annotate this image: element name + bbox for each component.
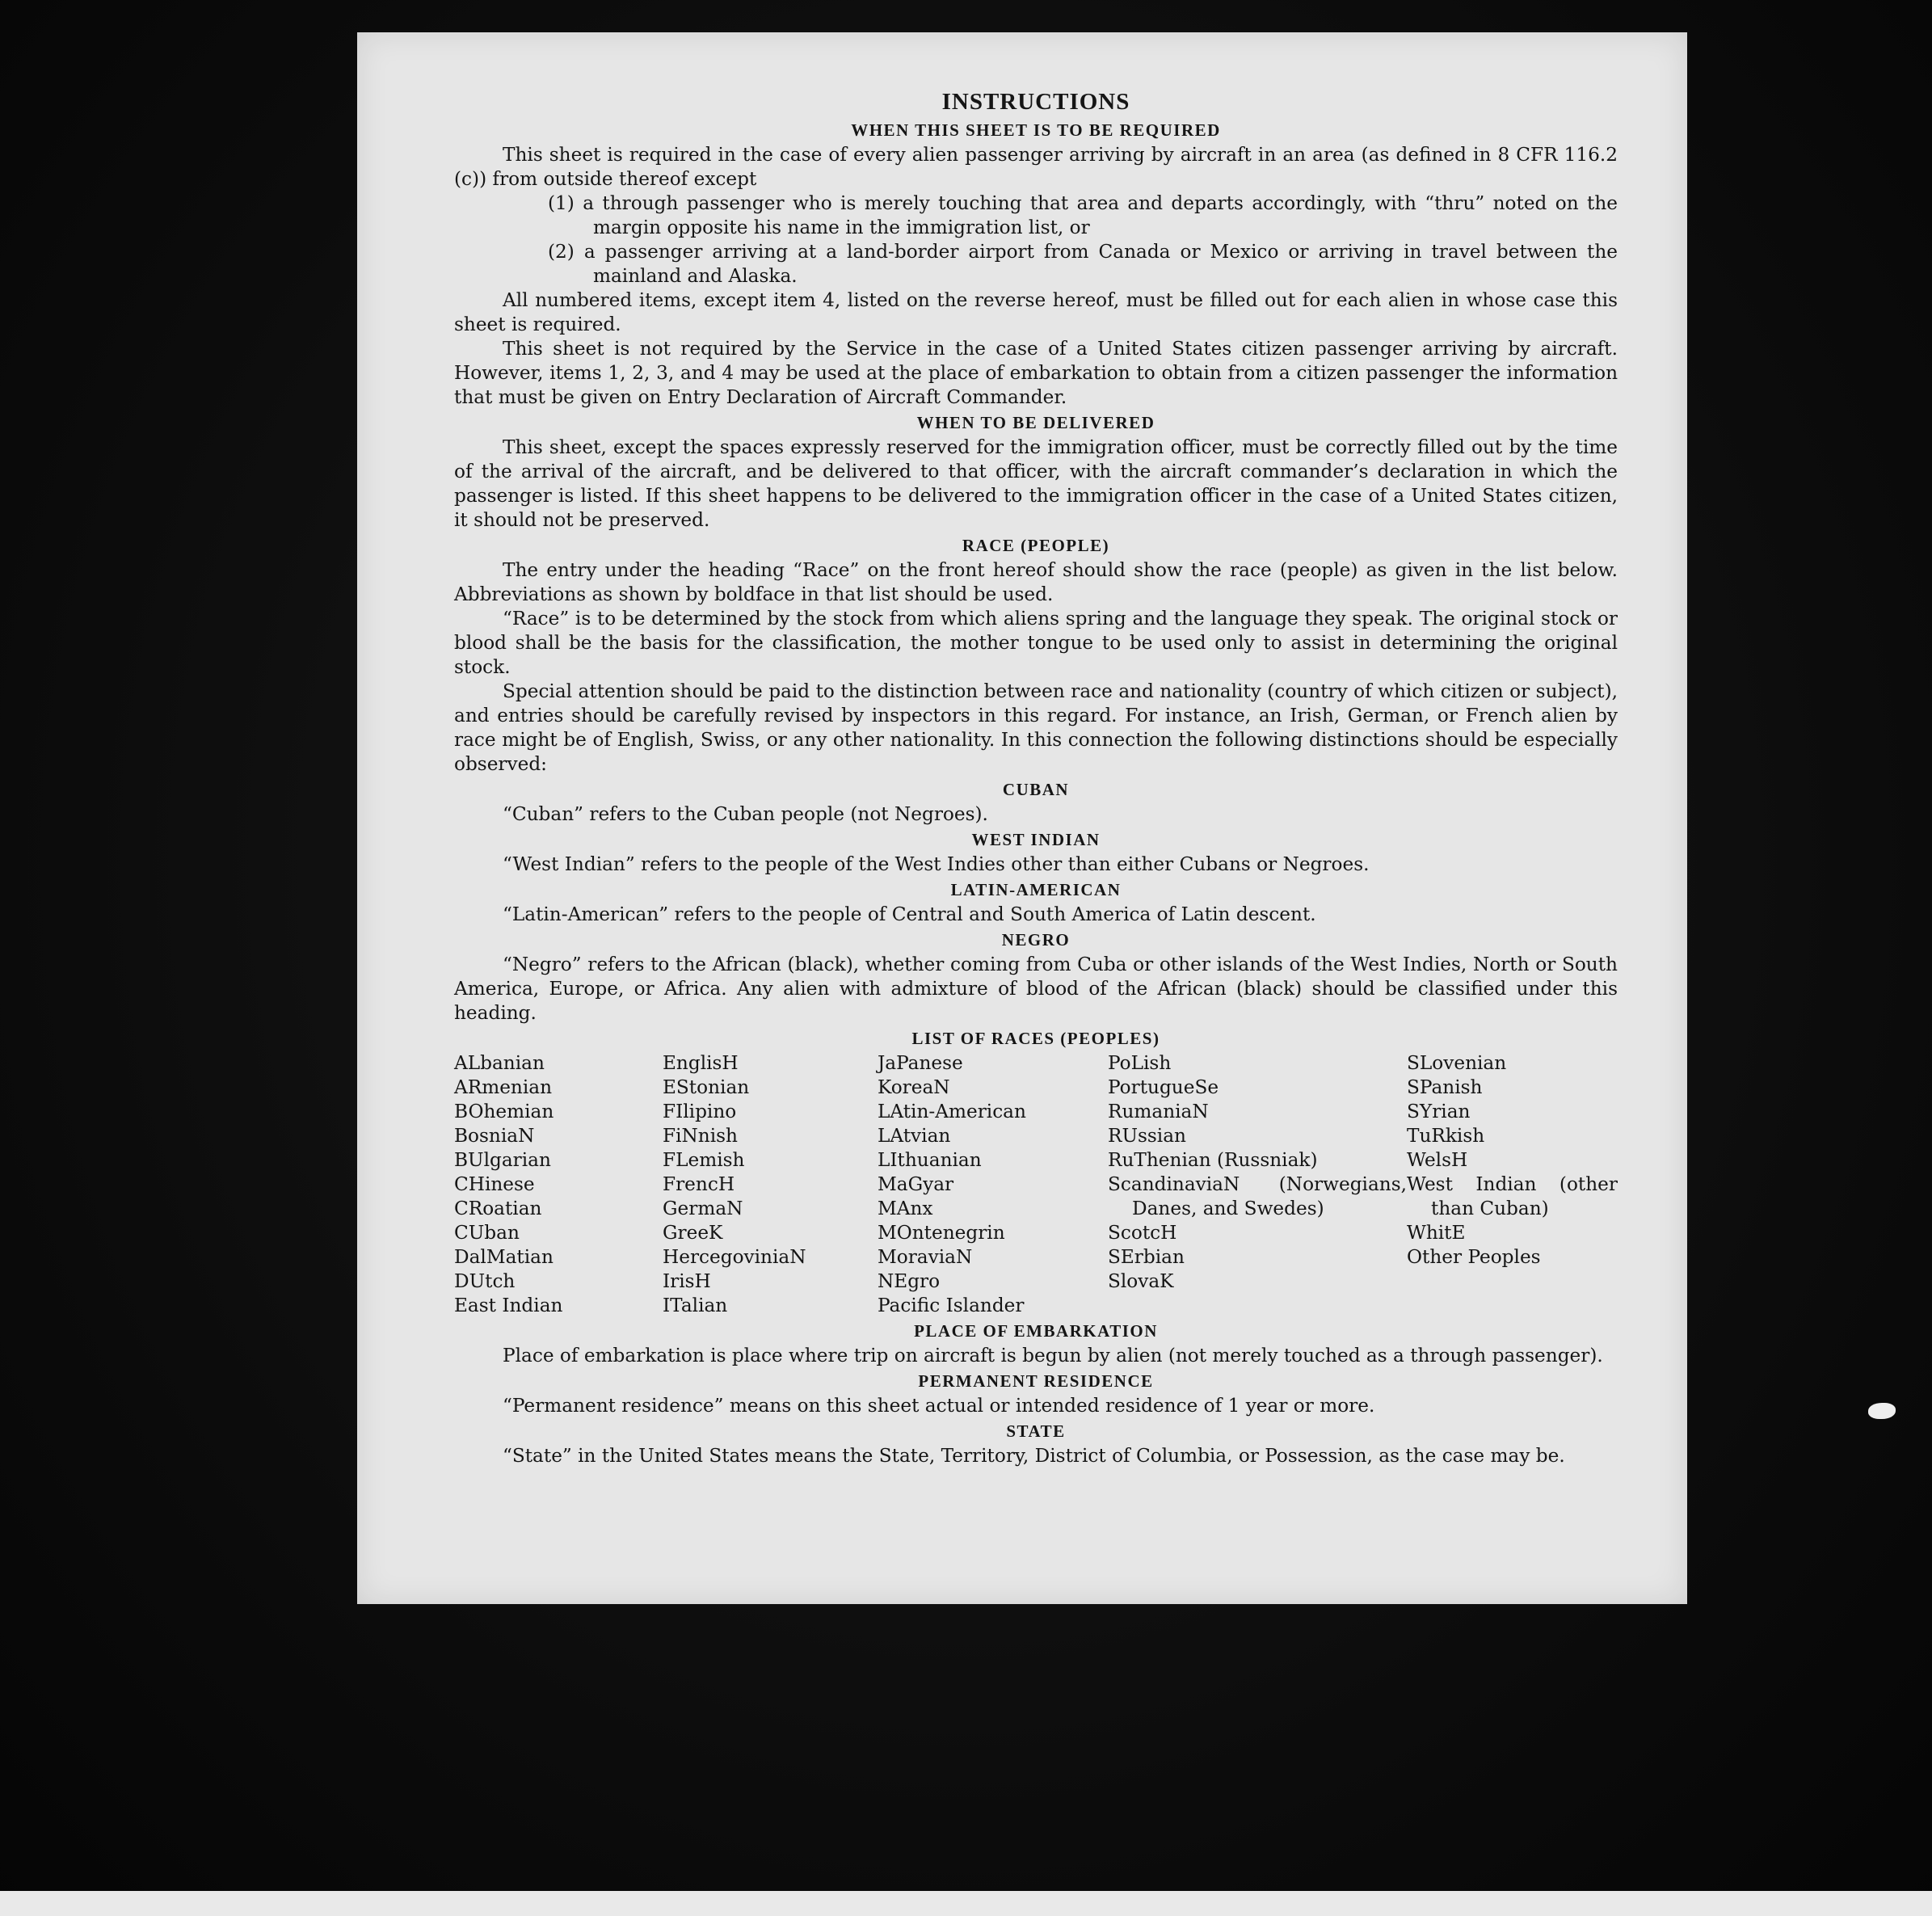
race-entry: WelsH [1407,1149,1468,1171]
race-entry: DalMatian [454,1246,554,1268]
section-heading-delivered: WHEN TO BE DELIVERED [916,413,1155,432]
race-entry: GermaN [663,1198,743,1219]
section-heading-cuban: CUBAN [1002,780,1070,799]
race-entry: BOhemian [454,1101,554,1122]
race-entry: Other Peoples [1407,1246,1541,1268]
race-entry: RUssian [1108,1125,1186,1147]
race-entry: WhitE [1407,1222,1466,1244]
race-entry: East Indian [454,1295,563,1316]
races-list [454,1051,1618,1318]
race-entry: ScotcH [1108,1222,1177,1244]
race-entry: MOntenegrin [878,1222,1005,1244]
race-entry: KoreaN [878,1076,950,1098]
race-entry: ScandinaviaN (Norwegians, Danes, and Swedes) [1108,1173,1407,1219]
west-indian-paragraph: “West Indian” refers to the people of the West Indies other than either Cubans or Negroes. [503,853,1370,875]
races-column-5 [1407,1051,1618,1318]
race-entry: NEgro [878,1270,941,1292]
race-entry: HercegoviniaN [663,1246,806,1268]
cuban-paragraph: “Cuban” refers to the Cuban people (not Negroes). [503,803,988,825]
race-entry: SlovaK [1108,1270,1174,1292]
race-entry: MoraviaN [878,1246,973,1268]
race-entry: LAtvian [878,1125,951,1147]
race-entry: GreeK [663,1222,723,1244]
section-heading-list-of-races: LIST OF RACES (PEOPLES) [911,1029,1160,1048]
required-paragraph-2: All numbered items, except item 4, listed on the reverse hereof, must be filled out for each alien in whose case this sheet is required. [454,289,1618,335]
race-entry: EnglisH [663,1052,739,1074]
race-entry: West Indian (other than Cuban) [1407,1173,1618,1219]
race-paragraph-2: “Race” is to be determined by the stock from which aliens spring and the language they speak. The original stock or blood shall be the basis for the classification, the mother tongue to be used only to assist in determining the original stock. [454,608,1618,678]
section-heading-west-indian: WEST INDIAN [971,830,1101,849]
section-heading-race: RACE (PEOPLE) [962,536,1110,555]
required-paragraph-1: This sheet is required in the case of every alien passenger arriving by aircraft in an area (as defined in 8 CFR 116.2 (c)) from outside thereof except [454,144,1618,190]
race-entry: IrisH [663,1270,711,1292]
race-entry: SPanish [1407,1076,1483,1098]
race-entry: BosniaN [454,1125,535,1147]
paper-fragment-mark [1868,1403,1896,1419]
scanner-edge-strip [0,1891,1932,1916]
race-paragraph-1: The entry under the heading “Race” on the front hereof should show the race (people) as given in the list below. Abbreviations as shown by boldface in that list should be used. [454,559,1618,605]
races-column-4 [1108,1051,1407,1318]
race-entry: RumaniaN [1108,1101,1209,1122]
race-entry: MaGyar [878,1173,954,1195]
race-entry: SLovenian [1407,1052,1507,1074]
race-entry: PortugueSe [1108,1076,1219,1098]
race-entry: ALbanian [454,1052,545,1074]
race-entry: SYrian [1407,1101,1471,1122]
race-entry: LIthuanian [878,1149,982,1171]
race-entry: Pacific Islander [878,1295,1025,1316]
latin-american-paragraph: “Latin-American” refers to the people of Central and South America of Latin descent. [503,903,1316,925]
race-entry: CHinese [454,1173,535,1195]
race-entry: FrencH [663,1173,735,1195]
race-entry: DUtch [454,1270,516,1292]
race-entry: RuThenian (Russniak) [1108,1149,1318,1171]
document-page [357,32,1687,1604]
required-paragraph-3: This sheet is not required by the Service in the case of a United States citizen passenger arriving by aircraft. However, items 1, 2, 3, and 4 may be used at the place of embarkation to obtain from a citizen passenger the information that must be given on Entry Declaration of Aircraft Commander. [454,338,1618,408]
race-entry: JaPanese [878,1052,963,1074]
race-entry: ITalian [663,1295,728,1316]
negro-paragraph: “Negro” refers to the African (black), whether coming from Cuba or other islands of the West Indies, North or South America, Europe, or Africa. Any alien with admixture of blood of the African (black) should be classified under this heading. [454,954,1618,1024]
races-column-3 [878,1051,1108,1318]
section-heading-state: STATE [1006,1421,1066,1441]
race-paragraph-3: Special attention should be paid to the distinction between race and nationality (country of which citizen or subject), and entries should be carefully revised by inspectors in this regard. For instance, an Irish, German, or French alien by race might be of English, Swiss, or any other nationality. In this connection the following distinctions should be especially observed: [454,680,1618,775]
race-entry: PoLish [1108,1052,1172,1074]
race-entry: EStonian [663,1076,750,1098]
section-heading-embarkation: PLACE OF EMBARKATION [914,1321,1158,1341]
race-entry: FIlipino [663,1101,737,1122]
section-heading-latin-american: LATIN-AMERICAN [950,880,1122,899]
race-entry: FLemish [663,1149,745,1171]
section-heading-required: WHEN THIS SHEET IS TO BE REQUIRED [851,120,1221,140]
delivered-paragraph: This sheet, except the spaces expressly reserved for the immigration officer, must be correctly filled out by the time of the arrival of the aircraft, and be delivered to that officer, with the aircraft commander’s declaration in which the passenger is listed. If this sheet happens to be delivered to the immigration officer in the case of a United States citizen, it should not be preserved. [454,436,1618,531]
races-column-1 [454,1051,663,1318]
state-paragraph: “State” in the United States means the State, Territory, District of Columbia, or Possession, as the case may be. [503,1445,1565,1467]
embarkation-paragraph: Place of embarkation is place where trip on aircraft is begun by alien (not merely touched as a through passenger). [503,1345,1603,1366]
race-entry: CUban [454,1222,520,1244]
races-column-2 [663,1051,878,1318]
document-title: INSTRUCTIONS [941,89,1130,115]
required-exception-1: (1) a through passenger who is merely touching that area and departs accordingly, with “thru” noted on the margin opposite his name in the immigration list, or [548,192,1618,238]
residence-paragraph: “Permanent residence” means on this sheet actual or intended residence of 1 year or more. [503,1395,1375,1417]
required-exception-2: (2) a passenger arriving at a land-border airport from Canada or Mexico or arriving in travel between the mainland and Alaska. [548,241,1618,287]
race-entry: LAtin-American [878,1101,1026,1122]
race-entry: TuRkish [1407,1125,1485,1147]
race-entry: FiNnish [663,1125,738,1147]
document-content [454,89,1618,1468]
race-entry: MAnx [878,1198,933,1219]
race-entry: BUlgarian [454,1149,551,1171]
section-heading-negro: NEGRO [1001,930,1071,950]
section-heading-residence: PERMANENT RESIDENCE [918,1371,1154,1391]
race-entry: ARmenian [454,1076,553,1098]
race-entry: SErbian [1108,1246,1185,1268]
race-entry: CRoatian [454,1198,542,1219]
